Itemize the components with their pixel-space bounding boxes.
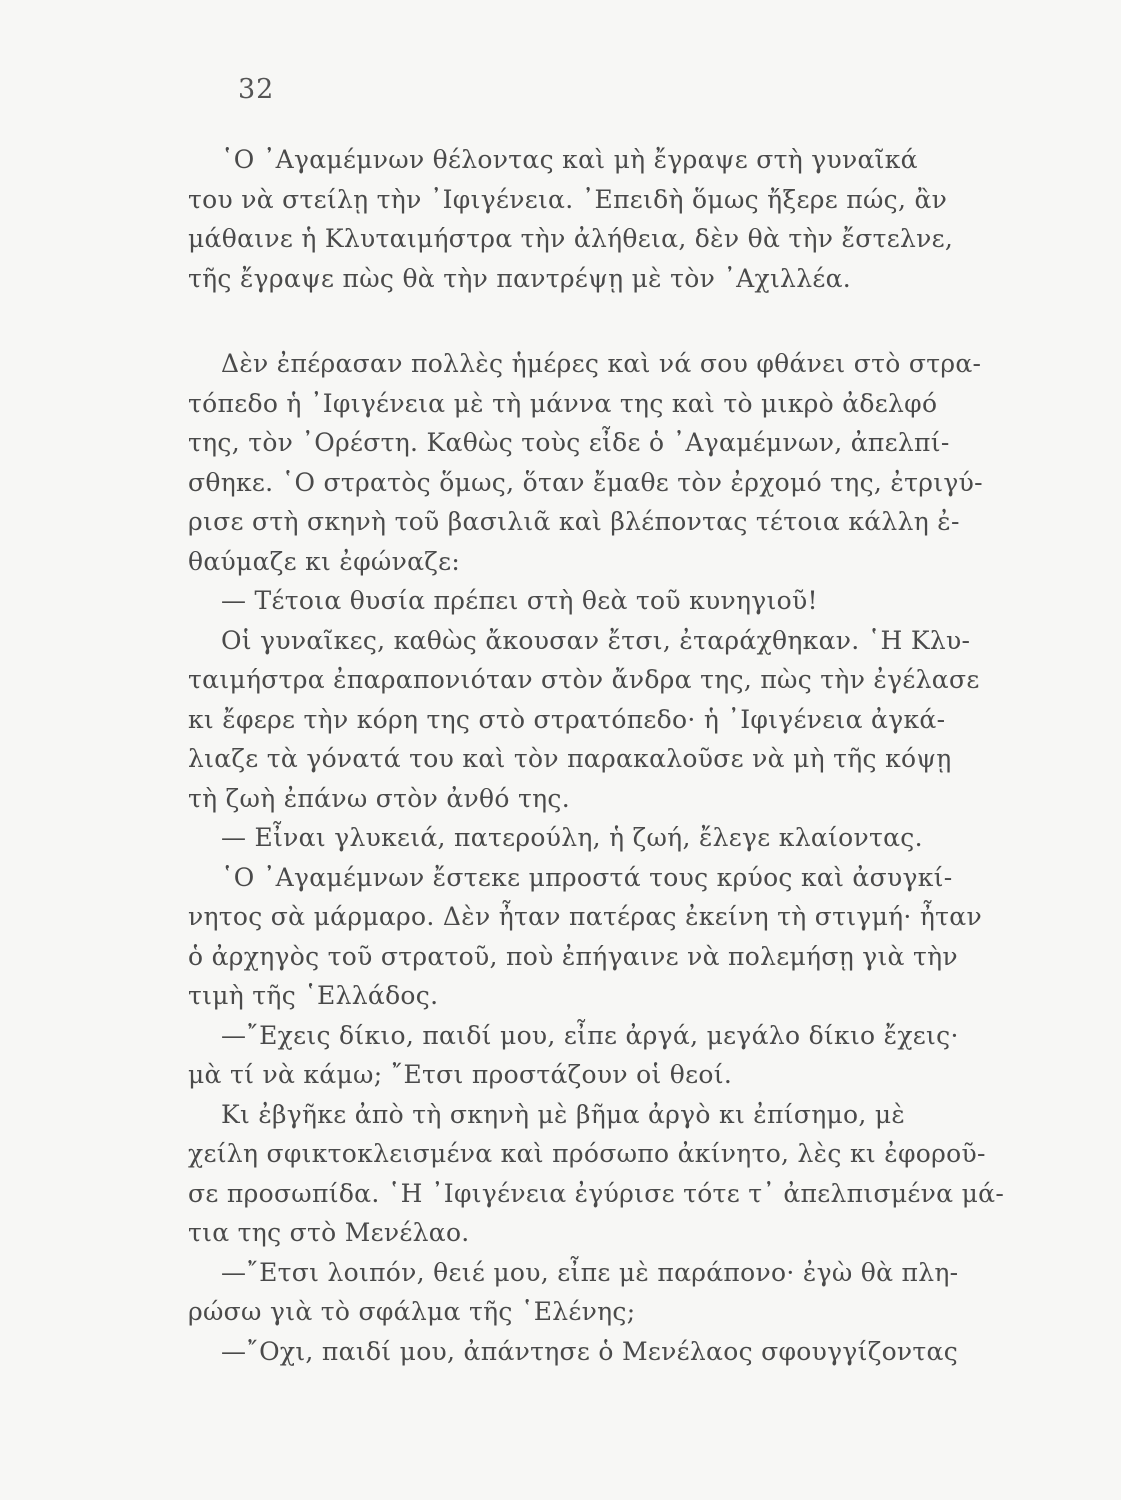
text-line: ῾Ο ᾿Αγαμέμνων ἔστεκε μπροστά τους κρύος καὶ ἀσυγκί- — [188, 862, 953, 892]
text-line: — Τέτοια θυσία πρέπει στὴ θεὰ τοῦ κυνηγιοῦ! — [188, 586, 818, 615]
text-line: νητος σὰ μάρμαρο. Δὲν ἦταν πατέρας ἐκείνη τὴ στιγμή· ἦταν — [188, 902, 982, 931]
text-line: ρώσω γιὰ τὸ σφάλμα τῆς ῾Ελένης; — [188, 1297, 636, 1326]
text-line: θαύμαζε κι ἐφώναζε: — [188, 546, 461, 576]
text-line: —῎Οχι, παιδί μου, ἀπάντησε ὁ Μενέλαος σφουγγίζοντας — [188, 1336, 959, 1366]
text-line: λιαζε τὰ γόνατά του καὶ τὸν παρακαλοῦσε νὰ μὴ τῆς κόψῃ — [188, 744, 952, 773]
text-line: τιμὴ τῆς ῾Ελλάδος. — [188, 981, 439, 1010]
text-line: Οἱ γυναῖκες, καθὼς ἄκουσαν ἔτσι, ἐταράχθηκαν. ῾Η Κλυ- — [188, 625, 971, 655]
text-line: ὁ ἀρχηγὸς τοῦ στρατοῦ, ποὺ ἐπήγαινε νὰ πολεμήσῃ γιὰ τὴν — [188, 941, 958, 971]
text-line: τῆς ἔγραψε πὼς θὰ τὴν παντρέψῃ μὲ τὸν ᾿Αχιλλέα. — [188, 263, 852, 293]
text-line: Κι ἐβγῆκε ἀπὸ τὴ σκηνὴ μὲ βῆμα ἀργὸ κι ἐπίσημο, μὲ — [188, 1099, 906, 1129]
body-text — [188, 140, 1048, 1371]
text-line: μὰ τί νὰ κάμω; ῎Ετσι προστάζουν οἱ θεοί. — [188, 1060, 733, 1089]
text-line: του νὰ στείλῃ τὴν ᾿Ιφιγένεια. ᾿Επειδὴ ὅμως ἤξερε πώς, ἂν — [188, 184, 948, 214]
text-line: — Εἶναι γλυκειά, πατερούλη, ἡ ζωή, ἔλεγε κλαίοντας. — [188, 823, 923, 852]
text-line: τόπεδο ἡ ᾿Ιφιγένεια μὲ τὴ μάννα της καὶ τὸ μικρὸ ἀδελφό — [188, 388, 938, 418]
text-line: Δὲν ἐπέρασαν πολλὲς ἡμέρες καὶ νά σου φθάνει στὸ στρα- — [188, 349, 982, 378]
text-line: σε προσωπίδα. ῾Η ᾿Ιφιγένεια ἐγύρισε τότε τ᾿ ἀπελπισμένα μά- — [188, 1178, 1005, 1208]
text-line: —῎Ετσι λοιπόν, θειέ μου, εἶπε μὲ παράπονο· ἐγὼ θὰ πλη- — [188, 1257, 959, 1287]
text-line: ρισε στὴ σκηνὴ τοῦ βασιλιᾶ καὶ βλέποντας τέτοια κάλλη ἐ- — [188, 507, 960, 536]
text-line: τὴ ζωὴ ἐπάνω στὸν ἀνθό της. — [188, 783, 570, 813]
text-line: κι ἔφερε τὴν κόρη της στὸ στρατόπεδο· ἡ ᾿Ιφιγένεια ἀγκά- — [188, 704, 946, 734]
text-line: μάθαινε ἡ Κλυταιμήστρα τὴν ἀλήθεια, δὲν θὰ τὴν ἔστελνε, — [188, 224, 954, 253]
text-line: τια της στὸ Μενέλαο. — [188, 1218, 470, 1247]
paragraph-gap — [188, 298, 1048, 344]
text-line: ταιμήστρα ἐπαραπονιόταν στὸν ἄνδρα της, πὼς τὴν ἐγέλασε — [188, 665, 980, 694]
text-line: χείλη σφικτοκλεισμένα καὶ πρόσωπο ἀκίνητο, λὲς κι ἐφοροῦ- — [188, 1139, 986, 1168]
text-line: ῾Ο ᾿Αγαμέμνων θέλοντας καὶ μὴ ἔγραψε στὴ γυναῖκά — [188, 145, 918, 174]
page-number: 32 — [238, 74, 275, 105]
text-line: σθηκε. ῾Ο στρατὸς ὅμως, ὅταν ἔμαθε τὸν ἐρχομό της, ἐτριγύ- — [188, 467, 983, 497]
text-line: —῎Εχεις δίκιο, παιδί μου, εἶπε ἀργά, μεγάλο δίκιο ἔχεις· — [188, 1020, 959, 1050]
text-line: της, τὸν ᾿Ορέστη. Καθὼς τοὺς εἶδε ὁ ᾿Αγαμέμνων, ἀπελπί- — [188, 428, 950, 457]
